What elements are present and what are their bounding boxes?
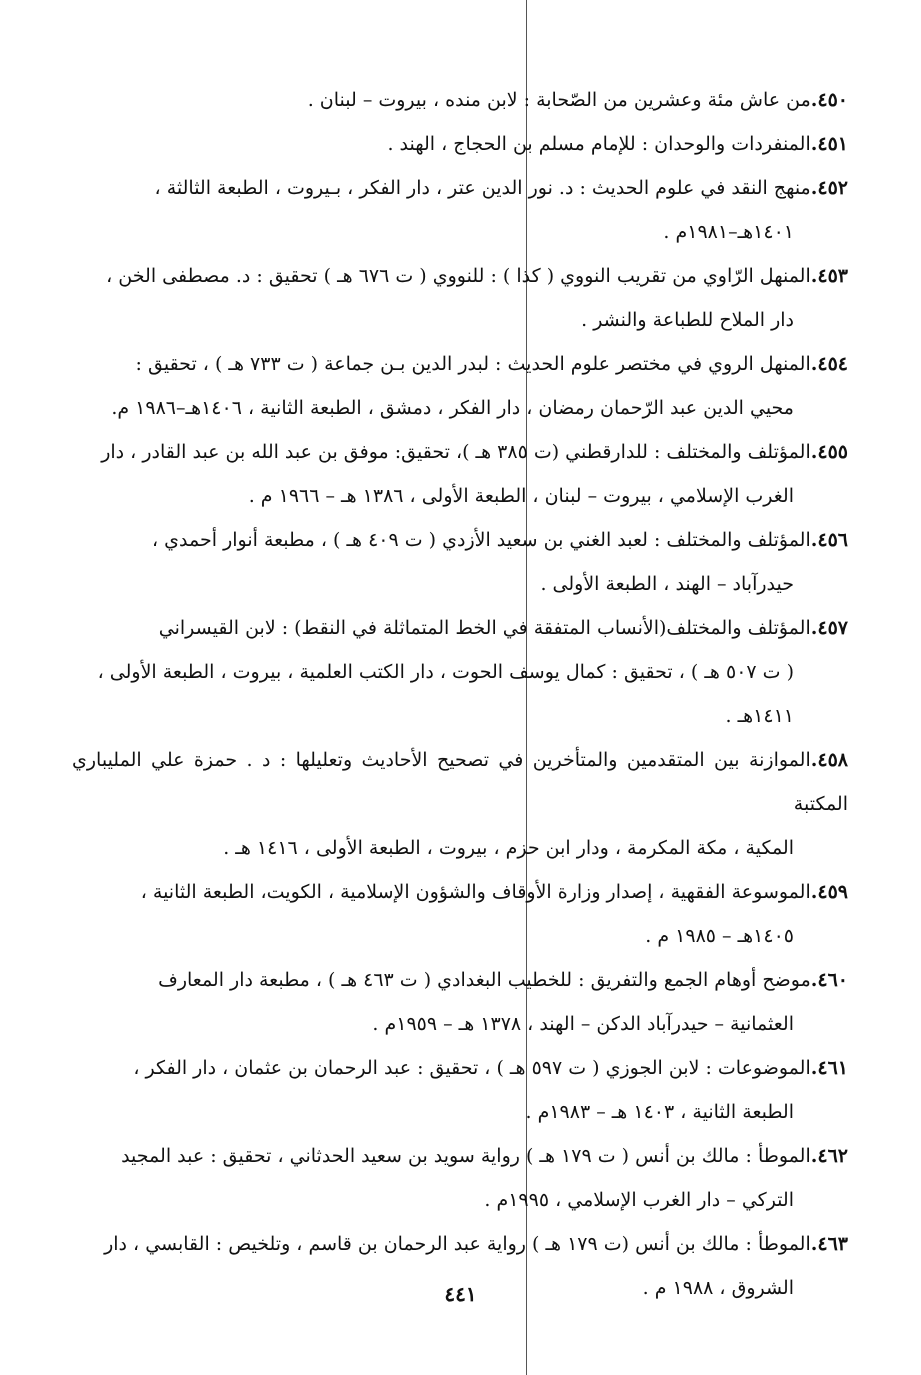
bibliography-entry <box>72 166 848 254</box>
bibliography-entry <box>72 78 848 122</box>
entry-text: الموضوعات : لابن الجوزي ( ت ٥٩٧ هـ ) ، تحقيق : عبد الرحمان بن عثمان ، دار الفكر ، <box>133 1057 811 1079</box>
page-number: ٤٤١ <box>444 1282 477 1306</box>
entry-continuation: ( ت ٥٠٧ هـ ) ، تحقيق : كمال يوسف الحوت ، دار الكتب العلمية ، بيروت ، الطبعة الأولى ، <box>97 661 794 683</box>
bibliography-entry <box>72 870 848 958</box>
bibliography-entry <box>72 122 848 166</box>
entry-continuation: المكية ، مكة المكرمة ، ودار ابن حزم ، بيروت ، الطبعة الأولى ، ١٤١٦ هـ . <box>223 837 794 859</box>
entry-text: موضح أوهام الجمع والتفريق : للخطيب البغدادي ( ت ٤٦٣ هـ ) ، مطبعة دار المعارف <box>158 969 811 991</box>
entry-text: المؤتلف والمختلف : لعبد الغني بن سعيد الأزدي ( ت ٤٠٩ هـ ) ، مطبعة أنوار أحمدي ، <box>152 529 811 551</box>
entry-number: ٤٥٠. <box>810 89 848 111</box>
entry-continuation: الغرب الإسلامي ، بيروت – لبنان ، الطبعة الأولى ، ١٣٨٦ هـ – ١٩٦٦ م . <box>248 485 794 507</box>
bibliography-list <box>72 78 848 1310</box>
entry-text: الموطأ : مالك بن أنس (ت ١٧٩ هـ ) رواية عبد الرحمان بن قاسم ، وتلخيص : القابسي ، دار <box>104 1233 811 1255</box>
entry-text: الموطأ : مالك بن أنس ( ت ١٧٩ هـ ) رواية سويد بن سعيد الحدثاني ، تحقيق : عبد المجيد <box>121 1145 811 1167</box>
entry-number: ٤٦٢. <box>810 1145 848 1167</box>
entry-number: ٤٥٦. <box>810 529 848 551</box>
entry-continuation: العثمانية – حيدرآباد الدكن – الهند ، ١٣٧٨ هـ – ١٩٥٩م . <box>372 1013 794 1035</box>
entry-number: ٤٥٣. <box>810 265 848 287</box>
bibliography-entry <box>72 738 848 870</box>
entry-number: ٤٦٣. <box>810 1233 848 1255</box>
entry-number: ٤٥٥. <box>810 441 848 463</box>
entry-continuation: دار الملاح للطباعة والنشر . <box>581 309 794 331</box>
entry-continuation: ١٤٠١هـ–١٩٨١م . <box>663 221 794 243</box>
entry-text: المؤتلف والمختلف(الأنساب المتفقة في الخط المتماثلة في النقط) : لابن القيسراني <box>158 617 811 639</box>
entry-continuation: الطبعة الثانية ، ١٤٠٣ هـ – ١٩٨٣م . <box>525 1101 794 1123</box>
entry-text: المنهل الرّاوي من تقريب النووي ( كذا ) : للنووي ( ت ٦٧٦ هـ ) تحقيق : د. مصطفى الخن ، <box>106 265 811 287</box>
bibliography-entry <box>72 958 848 1046</box>
bibliography-entry <box>72 1134 848 1222</box>
entry-continuation: ١٤٠٥هـ – ١٩٨٥ م . <box>645 925 794 947</box>
bibliography-entry <box>72 606 848 738</box>
entry-continuation: ١٤١١هـ . <box>725 705 794 727</box>
entry-continuation: التركي – دار الغرب الإسلامي ، ١٩٩٥م . <box>484 1189 794 1211</box>
bibliography-entry <box>72 254 848 342</box>
entry-number: ٤٥٨. <box>810 749 848 771</box>
entry-number: ٤٥١. <box>810 133 848 155</box>
entry-text: المنهل الروي في مختصر علوم الحديث : لبدر الدين بـن جماعة ( ت ٧٣٣ هـ ) ، تحقيق : <box>135 353 811 375</box>
entry-continuation: محيي الدين عبد الرّحمان رمضان ، دار الفكر ، دمشق ، الطبعة الثانية ، ١٤٠٦هـ–١٩٨٦ م. <box>111 397 794 419</box>
entry-text: المؤتلف والمختلف : للدارقطني (ت ٣٨٥ هـ )، تحقيق: موفق بن عبد الله بن عبد القادر ، دار <box>101 441 811 463</box>
bibliography-entry <box>72 1046 848 1134</box>
entry-number: ٤٥٢. <box>810 177 848 199</box>
entry-number: ٤٥٧. <box>810 617 848 639</box>
bibliography-entry <box>72 342 848 430</box>
entry-number: ٤٦١. <box>810 1057 848 1079</box>
entry-number: ٤٦٠. <box>810 969 848 991</box>
entry-text: من عاش مئة وعشرين من الصّحابة : لابن منده ، بيروت – لبنان . <box>307 89 811 111</box>
bibliography-entry <box>72 430 848 518</box>
entry-number: ٤٥٤. <box>810 353 848 375</box>
entry-continuation: الشروق ، ١٩٨٨ م . <box>642 1277 794 1299</box>
entry-text: منهج النقد في علوم الحديث : د. نور الدين عتر ، دار الفكر ، بـيروت ، الطبعة الثالثة ، <box>154 177 811 199</box>
entry-text: الموسوعة الفقهية ، إصدار وزارة الأوقاف والشؤون الإسلامية ، الكويت، الطبعة الثانية ، <box>140 881 811 903</box>
entry-text: المنفردات والوحدان : للإمام مسلم بن الحجاج ، الهند . <box>387 133 811 155</box>
entry-continuation: حيدرآباد – الهند ، الطبعة الأولى . <box>540 573 794 595</box>
bibliography-entry <box>72 518 848 606</box>
entry-text: الموازنة بين المتقدمين والمتأخرين في تصحيح الأحاديث وتعليلها : د . حمزة علي المليباري المكتبة <box>72 749 848 815</box>
entry-number: ٤٥٩. <box>810 881 848 903</box>
